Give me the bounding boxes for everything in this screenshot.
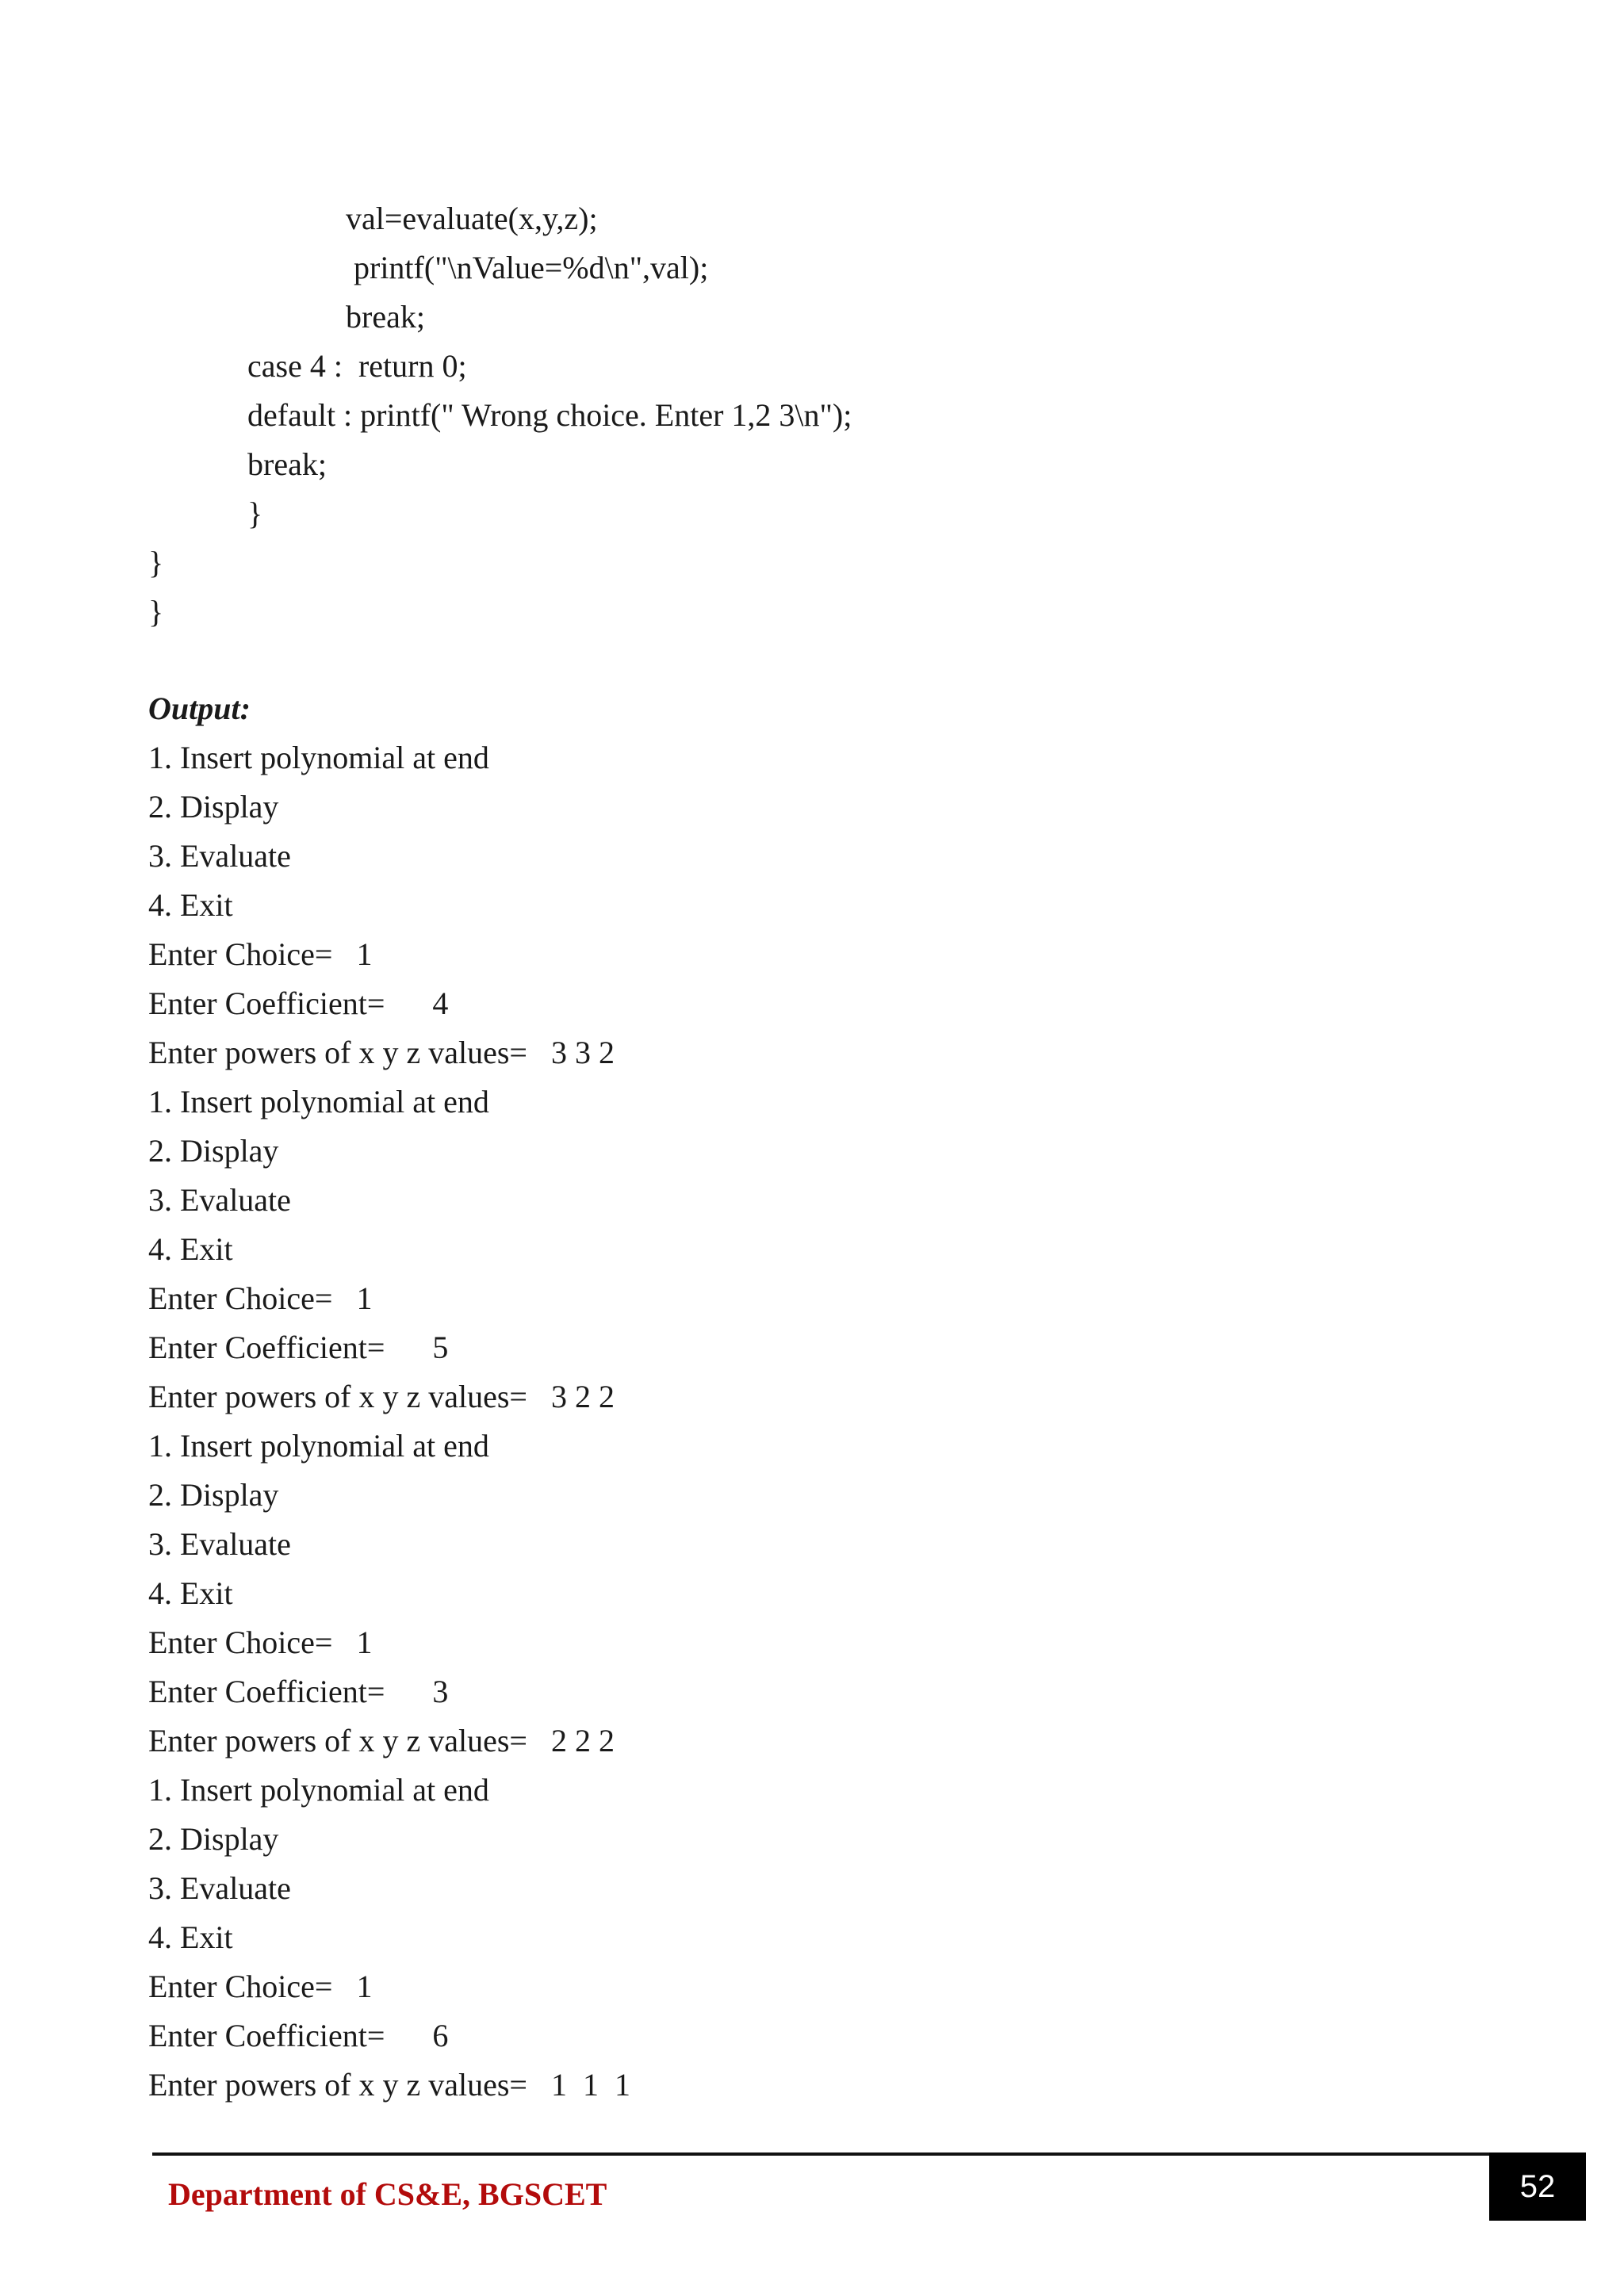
- output-line: 3. Evaluate: [148, 1870, 291, 1906]
- code-line: case 4 : return 0;: [247, 348, 467, 384]
- output-line: Enter Choice= 1: [148, 936, 373, 972]
- footer-divider: [152, 2152, 1489, 2156]
- code-line: break;: [346, 299, 425, 335]
- code-line: printf("\nValue=%d\n",val);: [354, 250, 709, 285]
- output-line: Enter Choice= 1: [148, 1280, 373, 1316]
- output-line: 3. Evaluate: [148, 838, 291, 874]
- code-line: val=evaluate(x,y,z);: [346, 201, 598, 236]
- output-line: Enter Coefficient= 5: [148, 1330, 449, 1365]
- output-line: 4. Exit: [148, 887, 233, 923]
- code-line: }: [148, 545, 164, 580]
- output-line: 2. Display: [148, 1133, 279, 1169]
- output-line: Enter Choice= 1: [148, 1969, 373, 2004]
- code-line: default : printf(" Wrong choice. Enter 1,2 3\n");: [247, 397, 852, 433]
- output-line: Enter powers of x y z values= 2 2 2: [148, 1723, 615, 1758]
- output-line: 2. Display: [148, 1477, 279, 1513]
- output-line: 4. Exit: [148, 1919, 233, 1955]
- output-line: 1. Insert polynomial at end: [148, 1428, 489, 1464]
- output-line: Enter Coefficient= 3: [148, 1674, 449, 1709]
- output-heading: Output:: [148, 691, 251, 726]
- output-line: 1. Insert polynomial at end: [148, 1772, 489, 1808]
- output-line: 4. Exit: [148, 1575, 233, 1611]
- page-number: 52: [1489, 2152, 1586, 2221]
- output-line: 4. Exit: [148, 1231, 233, 1267]
- output-line: Enter powers of x y z values= 3 3 2: [148, 1035, 615, 1070]
- output-line: 2. Display: [148, 1821, 279, 1857]
- output-line: Enter powers of x y z values= 1 1 1: [148, 2067, 630, 2103]
- output-line: Enter powers of x y z values= 3 2 2: [148, 1379, 615, 1414]
- output-line: 3. Evaluate: [148, 1182, 291, 1218]
- output-line: Enter Coefficient= 4: [148, 985, 449, 1021]
- output-line: Enter Coefficient= 6: [148, 2018, 449, 2053]
- code-line: }: [247, 496, 263, 531]
- output-line: 1. Insert polynomial at end: [148, 740, 489, 775]
- output-line: 3. Evaluate: [148, 1526, 291, 1562]
- output-line: 2. Display: [148, 789, 279, 825]
- code-line: break;: [247, 446, 327, 482]
- output-line: 1. Insert polynomial at end: [148, 1084, 489, 1119]
- footer-department: Department of CS&E, BGSCET: [168, 2176, 607, 2212]
- output-line: Enter Choice= 1: [148, 1624, 373, 1660]
- code-line: }: [148, 594, 164, 629]
